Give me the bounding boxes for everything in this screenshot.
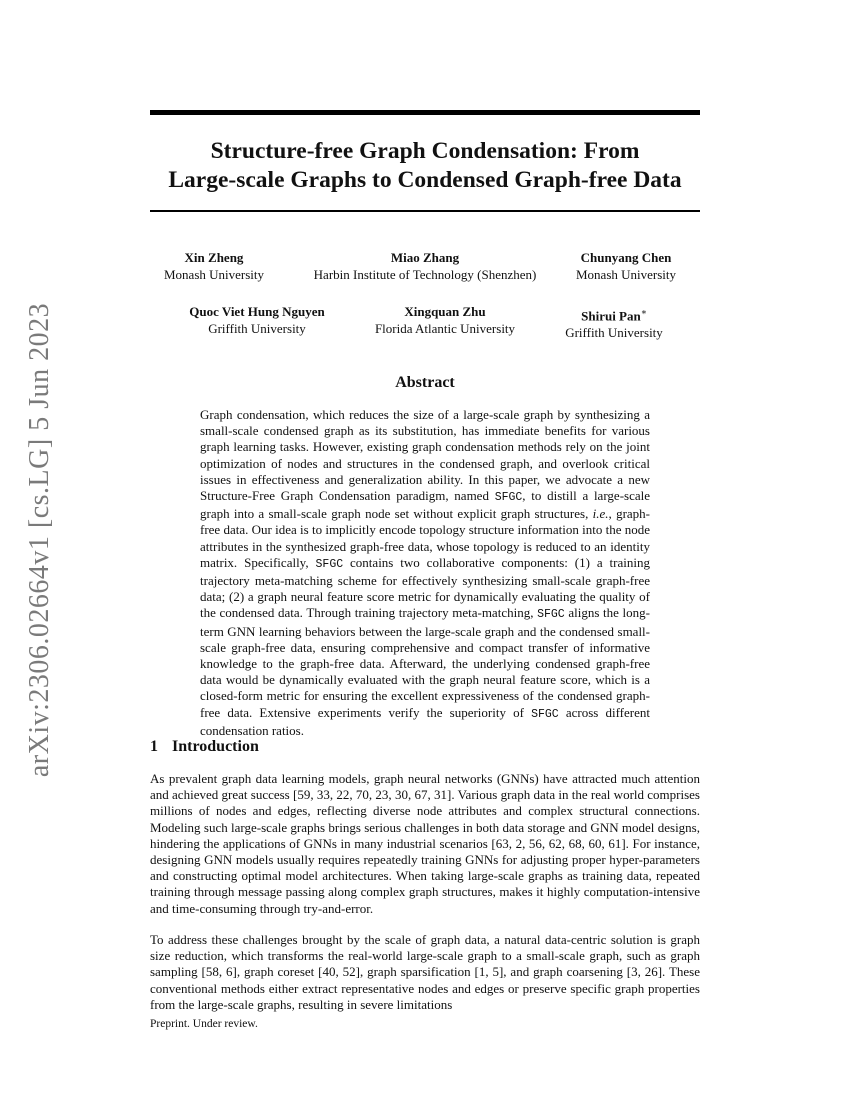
- title-line-1: Structure-free Graph Condensation: From: [210, 138, 640, 164]
- method-name: SFGC: [537, 608, 565, 622]
- author-affiliation: Harbin Institute of Technology (Shenzhen): [313, 266, 537, 282]
- method-name: SFGC: [315, 557, 344, 571]
- author-affiliation: Florida Atlantic University: [374, 320, 516, 336]
- abstract-text: across different condensation ratios.: [200, 704, 650, 738]
- author-block: [552, 304, 676, 341]
- section-heading: [150, 738, 259, 756]
- arxiv-side-stamp: arXiv:2306.02664v1 [cs.LG] 5 Jun 2023: [24, 302, 55, 778]
- author-name: Xingquan Zhu: [404, 304, 486, 319]
- author-name: Miao Zhang: [390, 250, 460, 265]
- method-name: SFGC: [494, 491, 523, 505]
- body-paragraph: As prevalent graph data learning models, graph neural networks (GNNs) have attracted much attention and achieved great success [59, 33, 22, 70, 23, 30, 67, 31]. Various graph data in the real world comprises millions of nodes and edges, reflecting diverse node attributes and complex structural connections. Modeling such large-scale graphs brings serious challenges in both data storage and GNN model designs, hindering the applications of GNNs in many industrial scenarios [63, 2, 56, 62, 68, 60, 61]. For instance, designing GNN models usually requires repeatedly training GNNs for adjusting proper hyper-parameters and constructing optimal model architectures. When taking large-scale graphs as training data, repeated training through message passing along complex graph structures, makes it highly computation-intensive and time-consuming through try-and-error.: [150, 771, 700, 916]
- corresponding-author-mark: ∗: [640, 307, 647, 317]
- author-block: [162, 250, 266, 283]
- footer-note: Preprint. Under review.: [150, 1018, 258, 1030]
- title-top-rule: [150, 110, 700, 115]
- title-bottom-rule: [150, 210, 700, 212]
- author-affiliation: Griffith University: [565, 324, 663, 340]
- abstract-text: aligns the long-term GNN learning behaviors between the large-scale graph and the condensed small-scale graph-free data, ensuring comprehensive and compact transfer of informative knowledge to the graph-free data. Afterward, the underlying condensed graph-free data would be dynamically evaluated with the graph neural feature score, which is a closed-form metric for ensuring the excellent expressiveness of the condensed graph-free data. Extensive experiments verify the superiority of: [200, 605, 650, 720]
- title-line-2: Large-scale Graphs to Condensed Graph-free Data: [168, 167, 682, 193]
- abstract-heading: Abstract: [395, 374, 455, 391]
- abstract-text: Graph condensation, which reduces the size of a large-scale graph by synthesizing a small-scale condensed graph as its substitution, has immediate benefits for various graph learning tasks. However, existing graph condensation methods rely on the joint optimization of nodes and structures in the condensed graph, and overlook critical issues in effectiveness and generalization ability. In this paper, we advocate a new Structure-Free Graph Condensation paradigm, named: [200, 407, 650, 504]
- section-number: 1: [150, 738, 158, 755]
- paper-title: [150, 137, 700, 195]
- author-block: [172, 304, 342, 337]
- author-affiliation: Monash University: [575, 266, 677, 282]
- author-name: Chunyang Chen: [580, 250, 672, 265]
- abstract-body: [200, 407, 650, 739]
- abstract-text: , graph-free data. Our idea is to implicitly encode topology structure information into the node attributes in the synthesized graph-free data, whose topology is reduced to an identity matrix. Specifically,: [200, 506, 650, 570]
- author-affiliation: Monash University: [163, 266, 265, 282]
- author-block: [566, 250, 686, 283]
- abstract-text: contains two collaborative components: (1) a training trajectory meta-matching scheme for effectively synthesizing small-scale graph-free data; (2) a graph neural feature score metric for dynamically evaluating the quality of the condensed data. Through training trajectory meta-matching,: [200, 554, 650, 621]
- author-block: [360, 304, 530, 337]
- abstract-emphasis: i.e.: [592, 506, 609, 522]
- author-block: [300, 250, 550, 283]
- method-name: SFGC: [531, 707, 559, 721]
- author-name: Quoc Viet Hung Nguyen: [189, 304, 325, 319]
- section-title: Introduction: [172, 738, 259, 755]
- author-affiliation: Griffith University: [208, 320, 306, 336]
- abstract-text: , to distill a large-scale graph into a small-scale graph node set without explicit graph structures,: [200, 488, 650, 522]
- author-name: Xin Zheng: [184, 250, 244, 265]
- author-name-text: Shirui Pan: [581, 308, 641, 324]
- author-name: [552, 304, 676, 325]
- body-paragraph: To address these challenges brought by the scale of graph data, a natural data-centric solution is graph size reduction, which transforms the real-world large-scale graph to a small-scale graph, such as graph sampling [58, 6], graph coreset [40, 52], graph sparsification [1, 5], and graph coarsening [3, 26]. These conventional methods either extract representative nodes and edges or preserve specific graph properties from the large-scale graphs, resulting in severe limitations: [150, 932, 700, 1012]
